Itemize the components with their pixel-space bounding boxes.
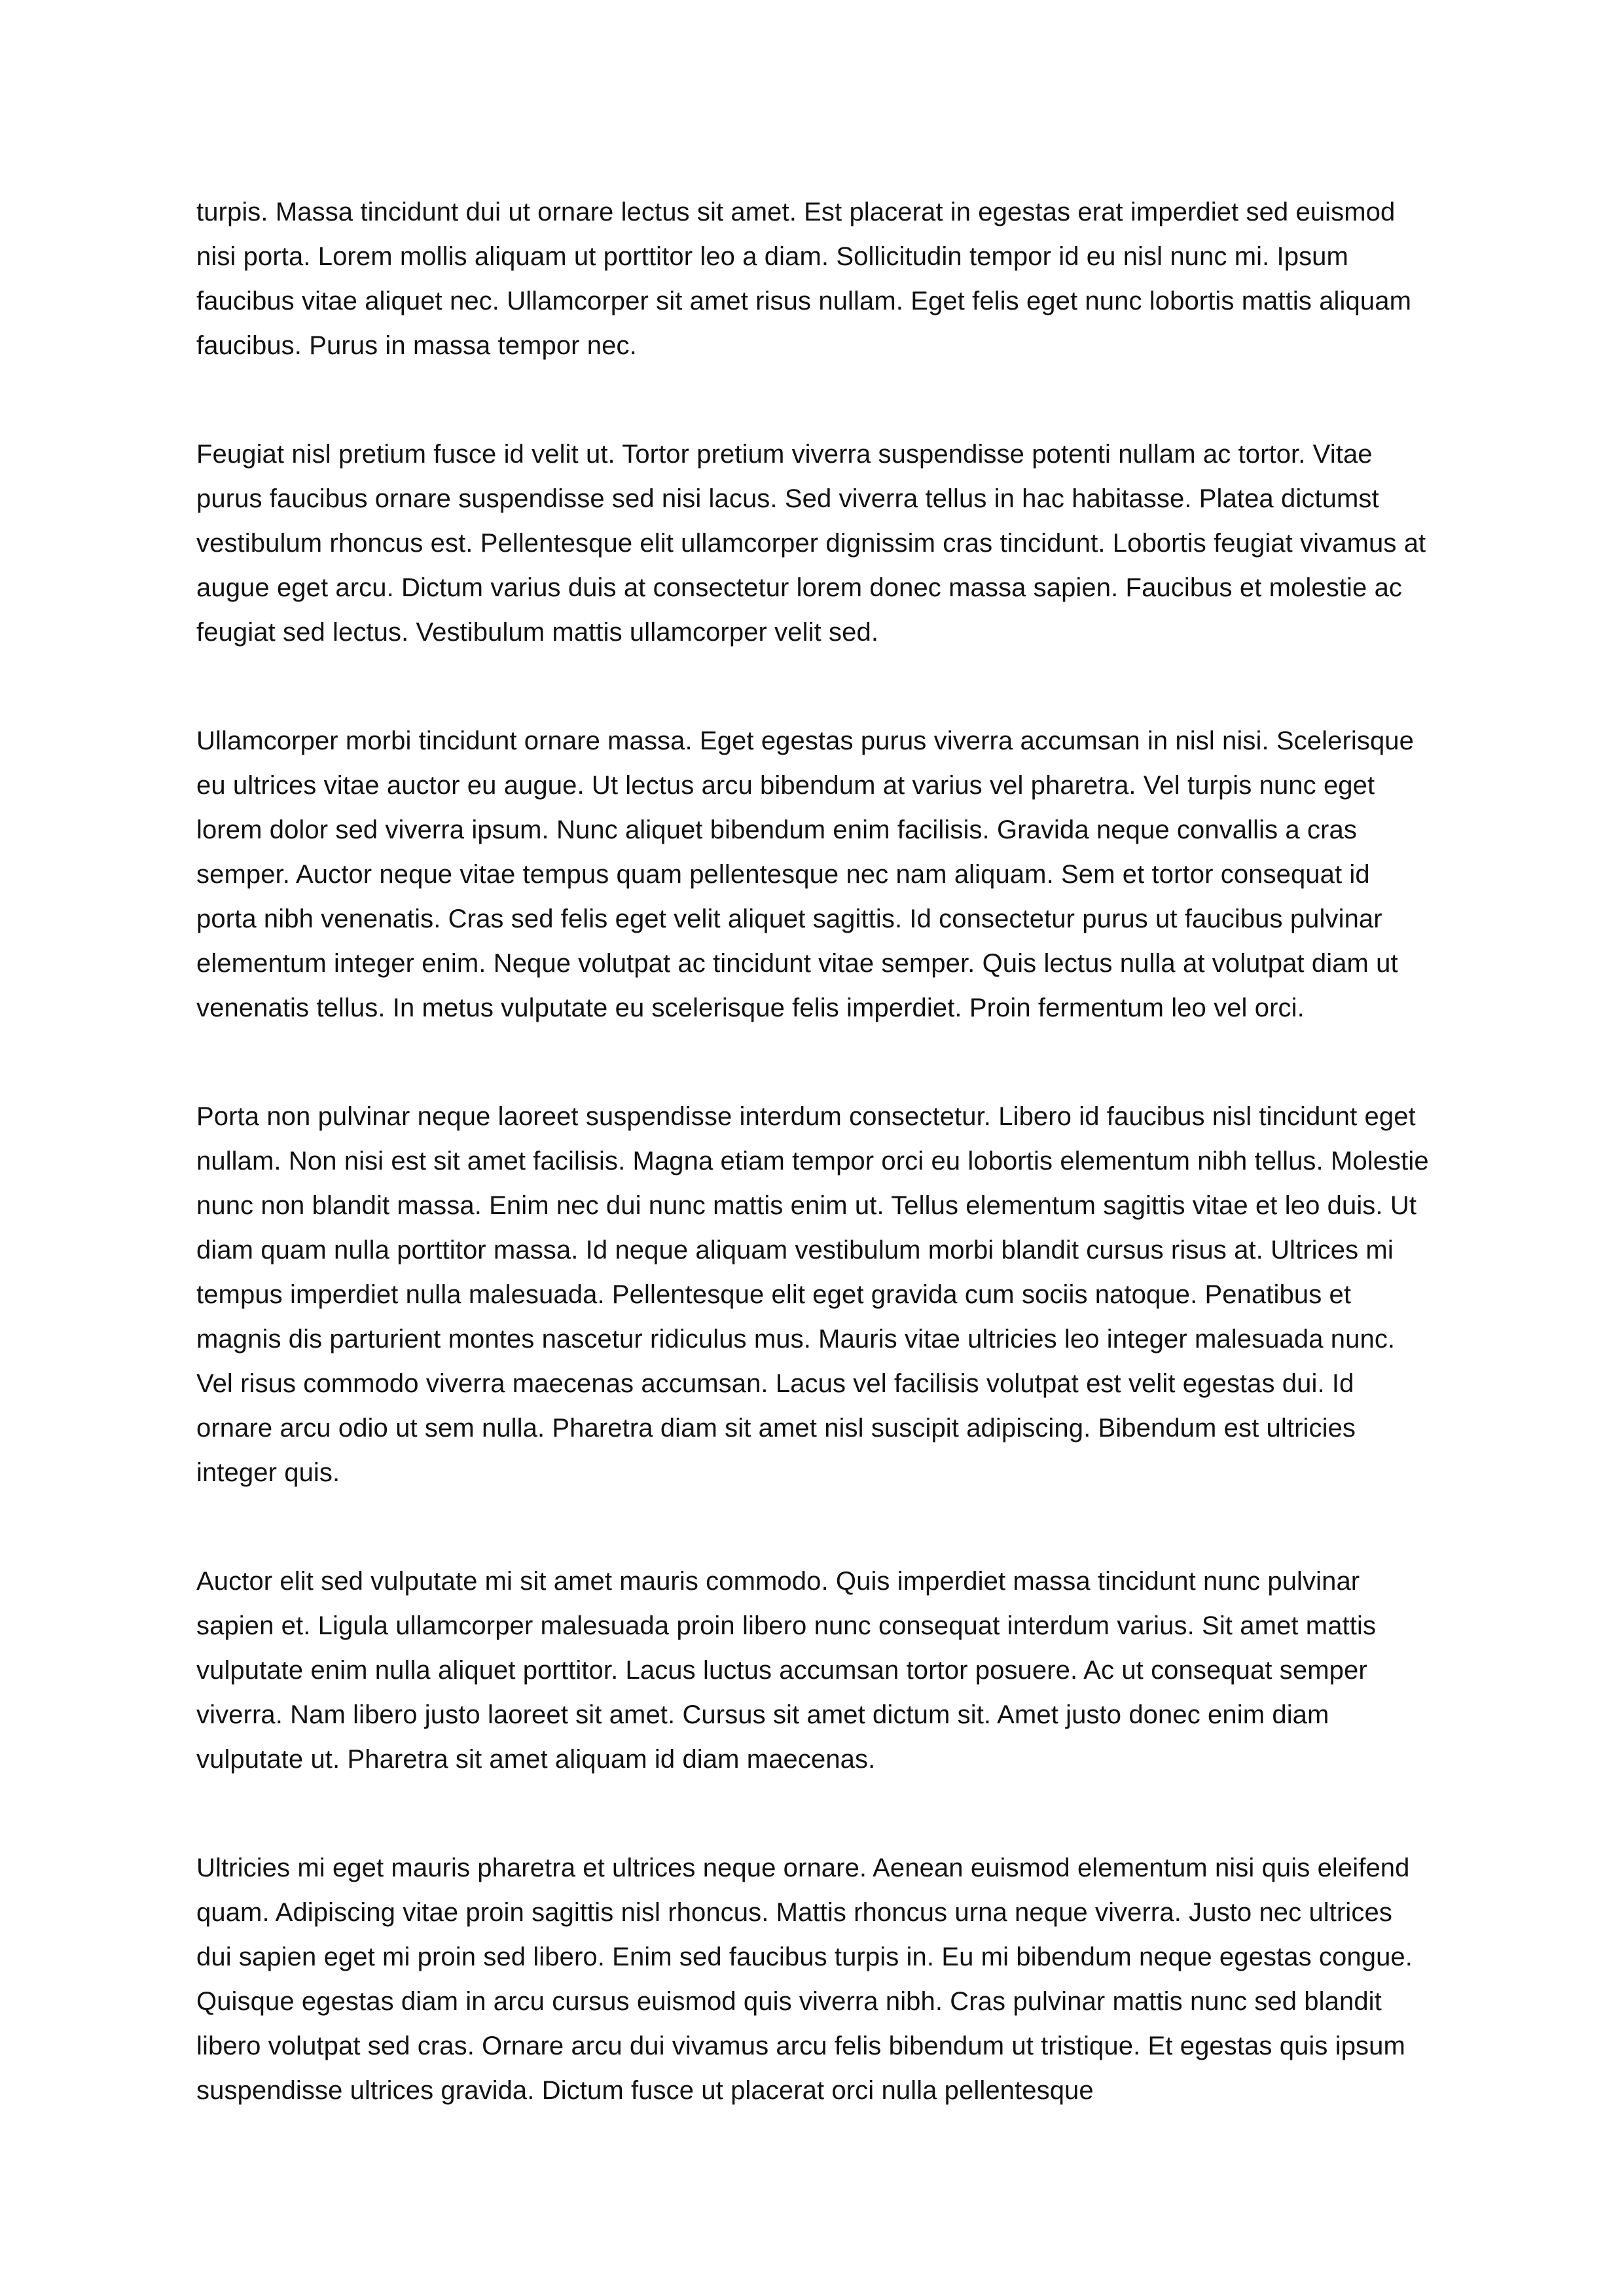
- paragraph: turpis. Massa tincidunt dui ut ornare lectus sit amet. Est placerat in egestas erat imperdiet sed euismod nisi porta. Lorem mollis aliquam ut porttitor leo a diam. Sollicitudin tempor id eu nisl nunc mi. Ipsum faucibus vitae aliquet nec. Ullamcorper sit amet risus nullam. Eget felis eget nunc lobortis mattis aliquam faucibus. Purus in massa tempor nec.: [196, 198, 1411, 360]
- paragraph: Feugiat nisl pretium fusce id velit ut. Tortor pretium viverra suspendisse potenti nullam ac tortor. Vitae purus faucibus ornare suspendisse sed nisi lacus. Sed viverra tellus in hac habitasse. Platea dictumst vestibulum rhoncus est. Pellentesque elit ullamcorper dignissim cras tincidunt. Lobortis feugiat vivamus at augue eget arcu. Dictum varius duis at consectetur lorem donec massa sapien. Faucibus et molestie ac feugiat sed lectus. Vestibulum mattis ullamcorper velit sed.: [196, 440, 1426, 647]
- document-body: [196, 190, 1432, 2296]
- paragraph: Auctor elit sed vulputate mi sit amet mauris commodo. Quis imperdiet massa tincidunt nunc pulvinar sapien et. Ligula ullamcorper malesuada proin libero nunc consequat interdum varius. Sit amet mattis vulputate enim nulla aliquet porttitor. Lacus luctus accumsan tortor posuere. Ac ut consequat semper viverra. Nam libero justo laoreet sit amet. Cursus sit amet dictum sit. Amet justo donec enim diam vulputate ut. Pharetra sit amet aliquam id diam maecenas.: [196, 1567, 1377, 1774]
- paragraph: Porta non pulvinar neque laoreet suspendisse interdum consectetur. Libero id faucibus nisl tincidunt eget nullam. Non nisi est sit amet facilisis. Magna etiam tempor orci eu lobortis elementum nibh tellus. Molestie nunc non blandit massa. Enim nec dui nunc mattis enim ut. Tellus elementum sagittis vitae et leo duis. Ut diam quam nulla porttitor massa. Id neque aliquam vestibulum morbi blandit cursus risus at. Ultrices mi tempus imperdiet nulla malesuada. Pellentesque elit eget gravida cum sociis natoque. Penatibus et magnis dis parturient montes nascetur ridiculus mus. Mauris vitae ultricies leo integer malesuada nunc. Vel risus commodo viverra maecenas accumsan. Lacus vel facilisis volutpat est velit egestas dui. Id ornare arcu odio ut sem nulla. Pharetra diam sit amet nisl suscipit adipiscing. Bibendum est ultricies integer quis.: [196, 1102, 1429, 1487]
- paragraph: Ultricies mi eget mauris pharetra et ultrices neque ornare. Aenean euismod elementum nisi quis eleifend quam. Adipiscing vitae proin sagittis nisl rhoncus. Mattis rhoncus urna neque viverra. Justo nec ultrices dui sapien eget mi proin sed libero. Enim sed faucibus turpis in. Eu mi bibendum neque egestas congue. Quisque egestas diam in arcu cursus euismod quis viverra nibh. Cras pulvinar mattis nunc sed blandit libero volutpat sed cras. Ornare arcu dui vivamus arcu felis bibendum ut tristique. Et egestas quis ipsum suspendisse ultrices gravida. Dictum fusce ut placerat orci nulla pellentesque: [196, 1854, 1413, 2105]
- paragraph: Ullamcorper morbi tincidunt ornare massa. Eget egestas purus viverra accumsan in nisl nisi. Scelerisque eu ultrices vitae auctor eu augue. Ut lectus arcu bibendum at varius vel pharetra. Vel turpis nunc eget lorem dolor sed viverra ipsum. Nunc aliquet bibendum enim facilisis. Gravida neque convallis a cras semper. Auctor neque vitae tempus quam pellentesque nec nam aliquam. Sem et tortor consequat id porta nibh venenatis. Cras sed felis eget velit aliquet sagittis. Id consectetur purus ut faucibus pulvinar elementum integer enim. Neque volutpat ac tincidunt vitae semper. Quis lectus nulla at volutpat diam ut venenatis tellus. In metus vulputate eu scelerisque felis imperdiet. Proin fermentum leo vel orci.: [196, 726, 1414, 1022]
